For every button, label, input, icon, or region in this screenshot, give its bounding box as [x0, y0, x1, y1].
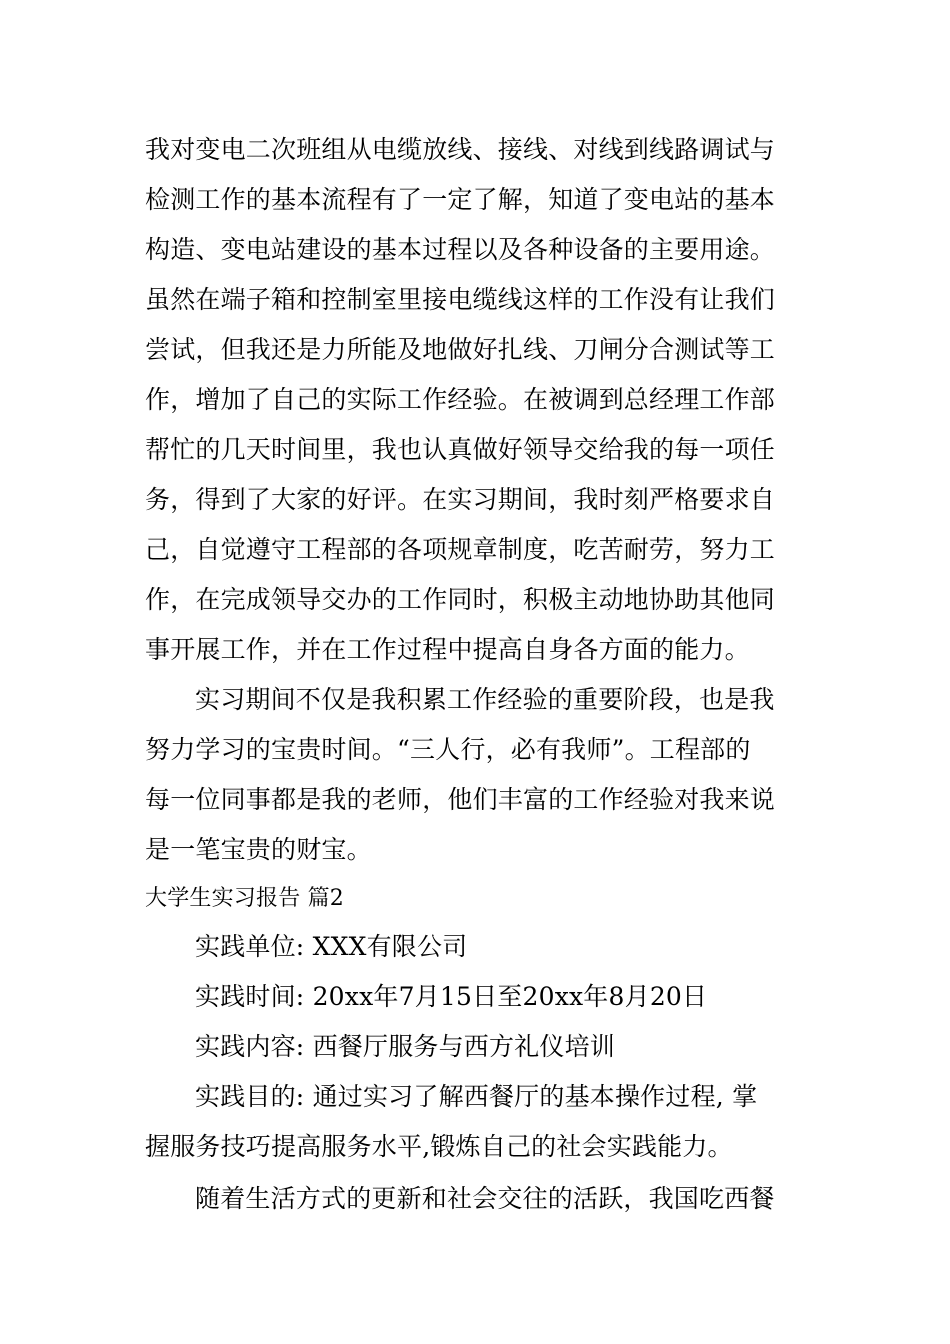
paragraph-line: 构造、变电站建设的基本过程以及各种设备的主要用途。 — [145, 235, 776, 264]
paragraph-line: 检测工作的基本流程有了一定了解，知道了变电站的基本 — [145, 185, 776, 214]
paragraph-line: 实习期间不仅是我积累工作经验的重要阶段，也是我 — [195, 685, 775, 714]
paragraph-line: 事开展工作，并在工作过程中提高自身各方面的能力。 — [145, 635, 750, 664]
paragraph-line: 务，得到了大家的好评。在实习期间，我时刻严格要求自 — [145, 485, 776, 514]
paragraph-line: 随着生活方式的更新和社会交往的活跃，我国吃西餐 — [195, 1184, 775, 1213]
paragraph-line: 作，在完成领导交办的工作同时，积极主动地协助其他同 — [145, 585, 776, 614]
paragraph-line: 作，增加了自己的实际工作经验。在被调到总经理工作部 — [145, 385, 776, 414]
section-heading: 大学生实习报告 篇2 — [145, 886, 344, 911]
paragraph-line: 我对变电二次班组从电缆放线、接线、对线到线路调试与 — [145, 135, 776, 164]
paragraph-line: 是一笔宝贵的财宝。 — [145, 835, 372, 864]
practice-goal-line-1: 实践目的: 通过实习了解西餐厅的基本操作过程, 掌 — [195, 1082, 758, 1111]
paragraph-line: 每一位同事都是我的老师，他们丰富的工作经验对我来说 — [145, 785, 776, 814]
practice-time: 实践时间: 20xx年7月15日至20xx年8月20日 — [195, 982, 708, 1011]
practice-goal-line-2: 握服务技巧提高服务水平,锻炼自己的社会实践能力。 — [145, 1132, 733, 1161]
paragraph-line: 尝试，但我还是力所能及地做好扎线、刀闸分合测试等工 — [145, 335, 776, 364]
paragraph-line: 帮忙的几天时间里，我也认真做好领导交给我的每一项任 — [145, 435, 776, 464]
paragraph-line: 虽然在端子箱和控制室里接电缆线这样的工作没有让我们 — [145, 285, 776, 314]
paragraph-line: 努力学习的宝贵时间。“三人行，必有我师”。工程部的 — [145, 735, 751, 764]
practice-unit: 实践单位: XXX有限公司 — [195, 932, 468, 961]
practice-content: 实践内容: 西餐厅服务与西方礼仪培训 — [195, 1032, 615, 1061]
paragraph-line: 己，自觉遵守工程部的各项规章制度，吃苦耐劳，努力工 — [145, 535, 776, 564]
